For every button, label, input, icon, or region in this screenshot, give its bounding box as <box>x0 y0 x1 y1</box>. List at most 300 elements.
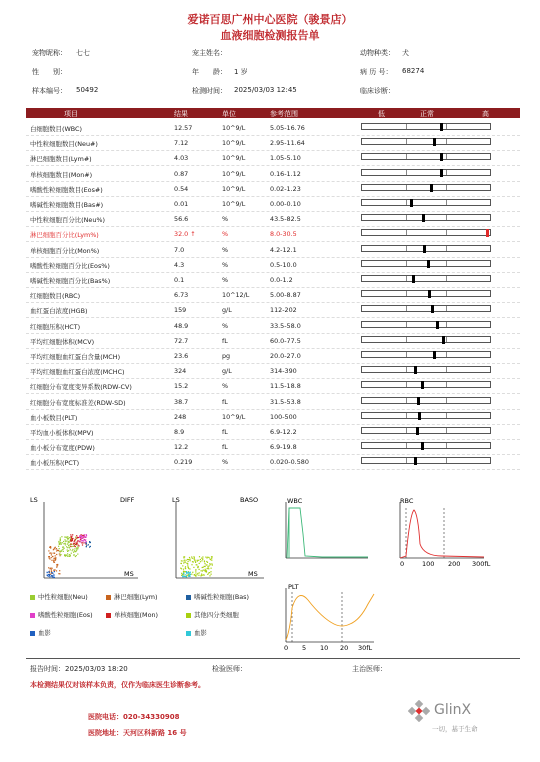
scatter-dot <box>77 554 78 555</box>
scatter-dot <box>207 574 208 575</box>
baso-scatter-dots <box>180 556 213 578</box>
range-bar <box>361 381 491 388</box>
scatter-dot <box>56 567 57 568</box>
scatter-dot <box>189 557 190 558</box>
scatter-dot <box>187 565 188 566</box>
scatter-dot <box>86 545 87 546</box>
scatter-dot <box>186 575 187 576</box>
scatter-dot <box>70 536 71 537</box>
scatter-dot <box>195 562 196 563</box>
table-row <box>26 318 520 334</box>
sample-number: 50492 <box>76 86 99 94</box>
range-divider <box>446 230 447 235</box>
scatter-dot <box>51 554 52 555</box>
disclaimer: 本检测结果仅对该样本负责，仅作为临床医生诊断参考。 <box>30 681 205 689</box>
scatter-dot <box>185 566 186 567</box>
legend-other <box>186 610 239 619</box>
table-row <box>26 439 520 455</box>
scatter-dot <box>185 568 186 569</box>
item-ref: 33.5-58.0 <box>270 321 301 330</box>
scatter-dot <box>73 546 74 547</box>
item-result: 12.57 <box>174 124 193 132</box>
scatter-dot <box>185 574 186 575</box>
scatter-dot <box>68 550 69 551</box>
scatter-dot <box>57 566 58 567</box>
range-bar <box>361 427 491 434</box>
item-result: 0.1 <box>174 276 185 284</box>
scatter-dot <box>182 565 183 566</box>
scatter-dot <box>183 576 184 577</box>
scatter-dot <box>192 561 193 562</box>
range-divider <box>446 367 447 372</box>
scatter-dot <box>199 556 200 557</box>
scatter-dot <box>196 574 197 575</box>
range-marker <box>422 214 425 222</box>
scatter-dot <box>58 541 59 542</box>
scatter-dot <box>205 557 206 558</box>
scatter-dot <box>65 537 66 538</box>
plt-curve <box>286 594 374 640</box>
scatter-dot <box>70 543 71 544</box>
scatter-dot <box>83 542 84 543</box>
scatter-dot <box>59 548 60 549</box>
scatter-dot <box>71 546 72 547</box>
scatter-dot <box>211 558 212 559</box>
item-unit: % <box>222 245 229 254</box>
item-unit: pg <box>222 352 231 360</box>
address-block <box>88 728 187 738</box>
scatter-dot <box>198 575 199 576</box>
scatter-dot <box>64 539 65 540</box>
scatter-dot <box>72 538 73 539</box>
item-name: 平均红细胞血红蛋白含量(MCH) <box>30 353 121 361</box>
table-row <box>26 257 520 273</box>
rbc-tick-2: 200 <box>448 560 461 568</box>
scatter-dot <box>83 536 84 537</box>
scatter-dot <box>58 542 59 543</box>
scatter-dot <box>74 541 75 542</box>
scatter-dot <box>180 563 181 564</box>
legend-ghost-1 <box>30 628 51 637</box>
scatter-dot <box>204 563 205 564</box>
scatter-dot <box>190 574 191 575</box>
scatter-dot <box>189 572 190 573</box>
diff-plot <box>30 496 138 578</box>
examiner-label: 检验医师： <box>212 665 247 673</box>
scatter-dot <box>75 539 76 540</box>
item-ref: 4.2-12.1 <box>270 245 297 254</box>
scatter-dot <box>63 546 64 547</box>
range-marker <box>417 397 420 405</box>
item-ref: 11.5-18.8 <box>270 382 301 391</box>
scatter-dot <box>52 556 53 557</box>
eos-swatch <box>30 613 35 618</box>
scatter-dot <box>60 555 61 556</box>
range-bar <box>361 457 491 464</box>
range-divider <box>446 413 447 418</box>
header-item: 项目 <box>64 110 78 118</box>
legend-mon <box>106 610 158 619</box>
scatter-dot <box>182 560 183 561</box>
scatter-dot <box>54 571 55 572</box>
scatter-dot <box>186 563 187 564</box>
range-marker <box>436 321 439 329</box>
item-ref: 5.00-8.87 <box>270 291 301 300</box>
scatter-dot <box>197 567 198 568</box>
scatter-dot <box>86 541 87 542</box>
item-ref: 0.16-1.12 <box>270 169 301 178</box>
range-divider <box>446 215 447 220</box>
range-marker <box>440 153 443 161</box>
range-divider <box>446 170 447 175</box>
scatter-dot <box>57 564 58 565</box>
report-title: 血液细胞检测报告单 <box>220 29 320 42</box>
scatter-dot <box>48 550 49 551</box>
item-unit: 10^9/L <box>222 154 246 163</box>
range-divider <box>406 246 407 251</box>
report-time-label: 报告时间： <box>30 665 65 673</box>
item-result: 4.3 <box>174 260 185 269</box>
range-divider <box>406 428 407 433</box>
legend-other-label: 其他四分类细胞 <box>194 611 239 619</box>
item-unit: % <box>222 321 229 330</box>
scatter-dot <box>80 538 81 539</box>
rbc-histogram <box>392 494 502 574</box>
scatter-dot <box>199 572 200 573</box>
table-row <box>26 226 520 242</box>
scatter-dot <box>185 576 186 577</box>
scatter-dot <box>70 546 71 547</box>
range-marker <box>412 275 415 283</box>
owner-label: 宠主姓名： <box>192 49 227 57</box>
item-unit: 10^9/L <box>222 200 246 208</box>
item-ref: 5.05-16.76 <box>270 124 305 132</box>
scatter-dot <box>54 558 55 559</box>
scatter-dot <box>183 571 184 572</box>
address-label: 医院地址： <box>88 729 123 737</box>
item-name: 白细胞数目(WBC) <box>30 125 82 133</box>
range-divider <box>406 276 407 281</box>
plt-tick-2: 10 <box>320 644 329 652</box>
scatter-dot <box>55 555 56 556</box>
scatter-dot <box>208 557 209 558</box>
scatter-dot <box>184 561 185 562</box>
rbc-tick-1: 100 <box>422 560 435 568</box>
range-bar <box>361 290 491 297</box>
wbc-curve <box>287 508 368 558</box>
plt-tick-0: 0 <box>284 644 289 652</box>
scatter-dot <box>200 561 201 562</box>
scatter-dot <box>49 575 50 576</box>
item-name: 嗜酸性粒细胞数目(Eos#) <box>30 185 103 194</box>
legend-lym <box>106 592 158 601</box>
legend-ghost-label-1: 血影 <box>38 629 51 637</box>
range-marker <box>414 457 417 465</box>
item-result: 159 <box>174 306 187 315</box>
range-marker <box>414 366 417 374</box>
scatter-dot <box>76 542 77 543</box>
range-marker <box>442 336 445 344</box>
scatter-dot <box>67 553 68 554</box>
scatter-dot <box>211 568 212 569</box>
range-divider <box>406 139 407 144</box>
scatter-dot <box>81 541 82 542</box>
range-divider <box>446 276 447 281</box>
legend-eos-label: 嗜酸性粒细胞(Eos) <box>38 611 93 619</box>
physician-block <box>352 664 387 674</box>
scatter-dot <box>82 538 83 539</box>
table-row <box>26 135 520 151</box>
diff-ls-label: LS <box>30 496 38 504</box>
scatter-dot <box>85 540 86 541</box>
scatter-dot <box>51 572 52 573</box>
scatter-dot <box>86 535 87 536</box>
scatter-dot <box>50 552 51 553</box>
scatter-dot <box>187 559 188 560</box>
range-divider <box>446 154 447 159</box>
scatter-dot <box>183 562 184 563</box>
scatter-dot <box>200 559 201 560</box>
scatter-dot <box>76 544 77 545</box>
phone-label: 医院电话： <box>88 713 123 721</box>
scatter-dot <box>195 572 196 573</box>
range-divider <box>446 443 447 448</box>
range-divider <box>406 170 407 175</box>
range-divider <box>406 306 407 311</box>
item-unit: % <box>222 215 229 224</box>
scatter-dot <box>89 541 90 542</box>
item-ref: 1.05-5.10 <box>270 154 301 163</box>
table-row <box>26 333 520 349</box>
range-divider <box>446 458 447 463</box>
item-name: 嗜酸性粒细胞百分比(Eos%) <box>30 261 110 270</box>
scatter-dot <box>181 560 182 561</box>
scatter-dot <box>183 573 184 574</box>
scatter-dot <box>86 543 87 544</box>
scatter-dot <box>73 552 74 553</box>
item-result: 8.9 <box>174 428 185 436</box>
table-row <box>26 454 520 470</box>
scatter-dot <box>202 567 203 568</box>
scatter-dot <box>211 563 212 564</box>
item-ref: 112-202 <box>270 306 297 315</box>
range-marker <box>418 412 421 420</box>
diff-ms-label: MS <box>124 570 134 578</box>
range-bar <box>361 245 491 252</box>
test-time-label: 检测时间： <box>192 87 227 95</box>
scatter-dot <box>202 575 203 576</box>
scatter-dot <box>50 546 51 547</box>
item-result: 0.87 <box>174 169 189 178</box>
table-row <box>26 150 520 166</box>
item-ref: 6.9-19.8 <box>270 443 297 452</box>
table-row <box>26 424 520 440</box>
range-bar <box>361 123 491 130</box>
range-marker <box>423 245 426 253</box>
range-divider <box>446 200 447 205</box>
scatter-dot <box>199 569 200 570</box>
ghost-swatch-2 <box>186 631 191 636</box>
item-unit: % <box>222 276 229 284</box>
record-label: 病 历 号： <box>360 68 393 76</box>
item-result: 23.6 <box>174 352 189 360</box>
range-bar <box>361 199 491 206</box>
range-marker <box>486 229 489 237</box>
item-unit: 10^9/L <box>222 139 246 148</box>
neu-swatch <box>30 595 35 600</box>
item-unit: fL <box>222 397 228 406</box>
item-result: 72.7 <box>174 336 189 345</box>
scatter-dot <box>207 557 208 558</box>
range-divider <box>406 398 407 403</box>
scatter-dot <box>66 537 67 538</box>
scatter-dot <box>195 571 196 572</box>
range-divider <box>446 428 447 433</box>
item-name: 淋巴细胞百分比(Lym%) <box>30 231 99 240</box>
range-divider <box>446 291 447 296</box>
scatter-dot <box>79 537 80 538</box>
item-result: 324 <box>174 367 187 376</box>
scatter-dot <box>194 557 195 558</box>
scatter-dot <box>76 537 77 538</box>
scatter-dot <box>74 548 75 549</box>
scatter-dot <box>206 561 207 562</box>
header-normal: 正常 <box>420 110 434 118</box>
scatter-dot <box>55 557 56 558</box>
scatter-dot <box>206 564 207 565</box>
scatter-dot <box>201 560 202 561</box>
table-row <box>26 196 520 212</box>
lym-swatch <box>106 595 111 600</box>
scatter-dot <box>51 576 52 577</box>
item-name: 嗜碱性粒细胞百分比(Bas%) <box>30 277 111 285</box>
diagnosis-label: 临床诊断： <box>360 87 395 95</box>
range-bar <box>361 138 491 145</box>
item-name: 单核细胞数目(Mon#) <box>30 170 93 179</box>
scatter-dot <box>53 549 54 550</box>
scatter-dot <box>51 569 52 570</box>
range-divider <box>406 230 407 235</box>
range-divider <box>406 458 407 463</box>
scatter-dot <box>70 534 71 535</box>
scatter-dot <box>49 576 50 577</box>
range-divider <box>446 261 447 266</box>
scatter-dot <box>195 569 196 570</box>
scatter-dot <box>190 560 191 561</box>
scatter-dot <box>54 569 55 570</box>
range-bar <box>361 412 491 419</box>
header-result: 结果 <box>174 110 188 118</box>
item-unit: 10^9/L <box>222 169 246 178</box>
phone-block <box>88 712 179 722</box>
scatter-dot <box>62 542 63 543</box>
scatter-dot <box>58 546 59 547</box>
item-ref: 60.0-77.5 <box>270 336 301 345</box>
baso-plot <box>172 496 264 578</box>
scatter-dot <box>73 544 74 545</box>
scatter-dot <box>67 549 68 550</box>
scatter-dot <box>53 560 54 561</box>
scatter-dot <box>52 575 53 576</box>
range-divider <box>406 154 407 159</box>
item-unit: 10^9/L <box>222 184 246 193</box>
scatter-dot <box>188 576 189 577</box>
scatter-dot <box>84 536 85 537</box>
range-bar <box>361 305 491 312</box>
scatter-dot <box>54 548 55 549</box>
scatter-dot <box>202 570 203 571</box>
item-result: 248 <box>174 412 187 421</box>
item-ref: 31.5-53.8 <box>270 397 301 406</box>
diff-title: DIFF <box>120 496 135 504</box>
legend-neu-label: 中性粒细胞(Neu) <box>38 593 88 601</box>
range-bar <box>361 260 491 267</box>
item-name: 中性粒细胞数目(Neu#) <box>30 140 98 149</box>
scatter-dot <box>53 575 54 576</box>
scatter-dot <box>68 545 69 546</box>
scatter-dot <box>211 560 212 561</box>
scatter-dot <box>196 564 197 565</box>
scatter-dot <box>53 574 54 575</box>
scatter-dot <box>191 574 192 575</box>
scatter-dot <box>184 560 185 561</box>
scatter-dot <box>185 560 186 561</box>
scatter-dot <box>190 576 191 577</box>
species: 犬 <box>402 49 409 57</box>
scatter-dot <box>195 575 196 576</box>
brand-name: GlinX <box>434 702 472 718</box>
item-ref: 0.5-10.0 <box>270 260 297 269</box>
scatter-dot <box>73 555 74 556</box>
item-name: 红细胞分布宽度标准差(RDW-SD) <box>30 398 126 407</box>
item-name: 血小板压积(PCT) <box>30 459 80 468</box>
scatter-dot <box>210 559 211 560</box>
item-name: 淋巴细胞数目(Lym#) <box>30 155 92 164</box>
range-divider <box>446 124 447 129</box>
scatter-dot <box>188 559 189 560</box>
scatter-dot <box>69 554 70 555</box>
range-bar <box>361 169 491 176</box>
item-name: 嗜碱性粒细胞数目(Bas#) <box>30 201 104 209</box>
scatter-dot <box>202 556 203 557</box>
scatter-dot <box>58 550 59 551</box>
scatter-dot <box>48 571 49 572</box>
scatter-dot <box>60 554 61 555</box>
scatter-dot <box>66 546 67 547</box>
table-row <box>26 120 520 136</box>
legend-ghost-label-2: 血影 <box>194 629 207 637</box>
item-unit: fL <box>222 443 228 452</box>
scatter-dot <box>59 551 60 552</box>
rbc-tick-3: 300fL <box>472 560 491 568</box>
range-divider <box>406 185 407 190</box>
item-ref: 0.0-1.2 <box>270 276 293 284</box>
range-divider <box>446 398 447 403</box>
scatter-dot <box>58 573 59 574</box>
scatter-dot <box>84 534 85 535</box>
scatter-dot <box>64 543 65 544</box>
range-divider <box>446 139 447 144</box>
range-divider <box>406 443 407 448</box>
item-unit: fL <box>222 336 228 345</box>
scatter-dot <box>63 551 64 552</box>
range-divider <box>446 382 447 387</box>
scatter-dot <box>182 576 183 577</box>
scatter-dot <box>48 567 49 568</box>
scatter-dot <box>63 541 64 542</box>
table-row <box>26 242 520 258</box>
range-bar <box>361 229 491 236</box>
